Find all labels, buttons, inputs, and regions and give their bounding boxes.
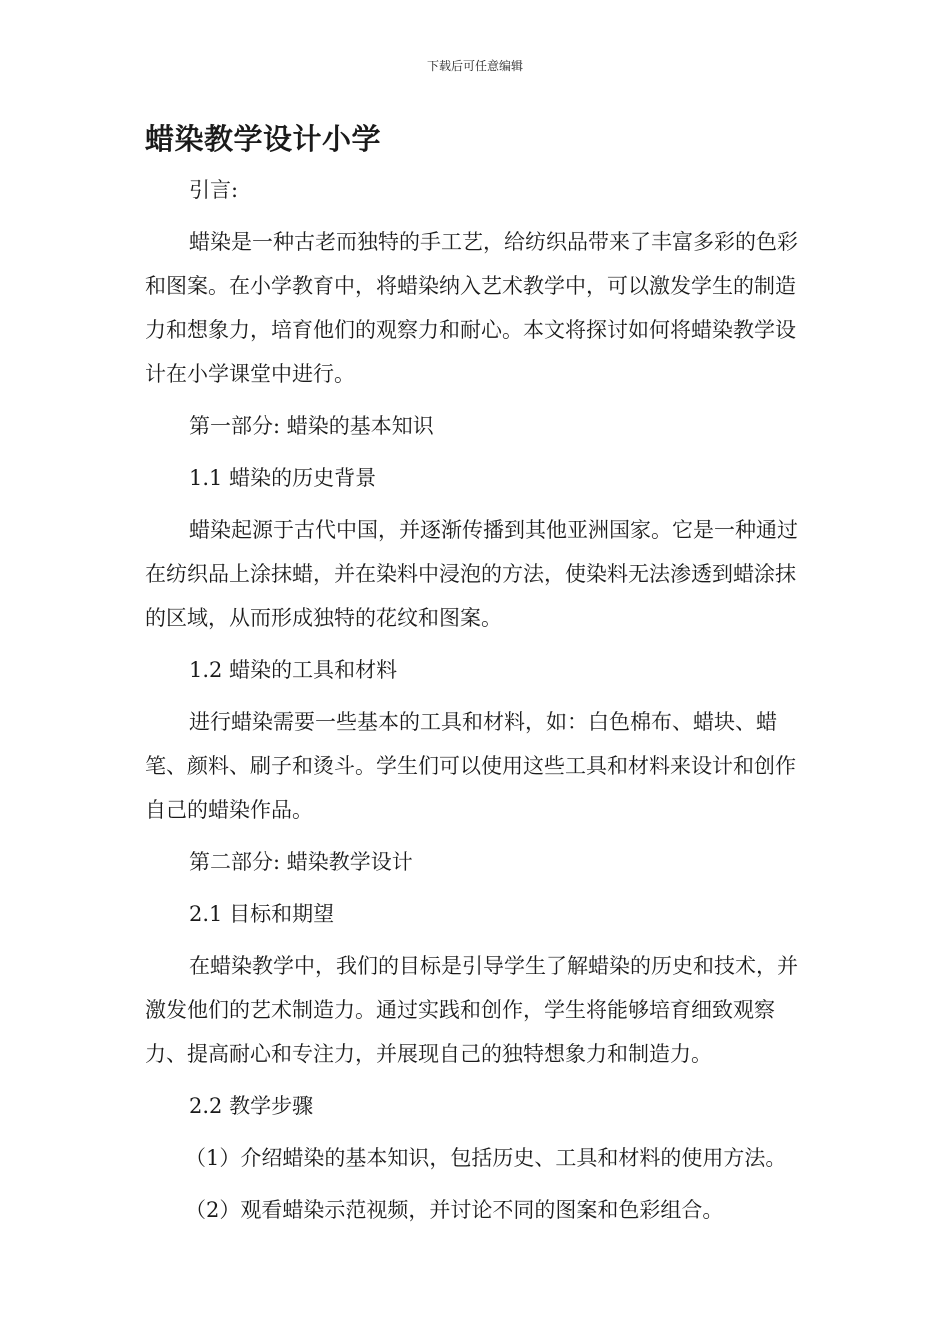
list-item-step-1: （1）介绍蜡染的基本知识，包括历史、工具和材料的使用方法。 [185, 1146, 787, 1170]
section-heading-part2: 第二部分: 蜡染教学设计 [189, 850, 413, 874]
list-item-step-2: （2）观看蜡染示范视频，并讨论不同的图案和色彩组合。 [185, 1198, 724, 1222]
subsection-heading-1-2: 1.2 蜡染的工具和材料 [189, 658, 398, 682]
paragraph-goals: 在蜡染教学中，我们的目标是引导学生了解蜡染的历史和技术，并激发他们的艺术制造力。通过实践和创作，学生将能够培育细致观察力、提高耐心和专注力，并展现自己的独特想象力和制造力。 [145, 954, 798, 1066]
document-title: 蜡染教学设计小学 [145, 122, 382, 156]
section-heading-part1: 第一部分: 蜡染的基本知识 [189, 414, 434, 438]
subsection-heading-1-1: 1.1 蜡染的历史背景 [189, 466, 377, 490]
paragraph-tools: 进行蜡染需要一些基本的工具和材料，如：白色棉布、蜡块、蜡笔、颜料、刷子和烫斗。学生们可以使用这些工具和材料来设计和创作自己的蜡染作品。 [145, 710, 796, 822]
document-body [145, 168, 805, 1240]
subsection-heading-2-1: 2.1 目标和期望 [189, 902, 335, 926]
section-heading-intro: 引言: [189, 178, 239, 202]
page-header-note: 下载后可任意编辑 [426, 59, 523, 73]
paragraph-intro: 蜡染是一种古老而独特的手工艺，给纺织品带来了丰富多彩的色彩和图案。在小学教育中，将蜡染纳入艺术教学中，可以激发学生的制造力和想象力，培育他们的观察力和耐心。本文将探讨如何将蜡染教学设计在小学课堂中进行。 [145, 230, 798, 386]
paragraph-history: 蜡染起源于古代中国，并逐渐传播到其他亚洲国家。它是一种通过在纺织品上涂抹蜡，并在染料中浸泡的方法，使染料无法渗透到蜡涂抹的区域，从而形成独特的花纹和图案。 [145, 518, 798, 630]
subsection-heading-2-2: 2.2 教学步骤 [189, 1094, 314, 1118]
